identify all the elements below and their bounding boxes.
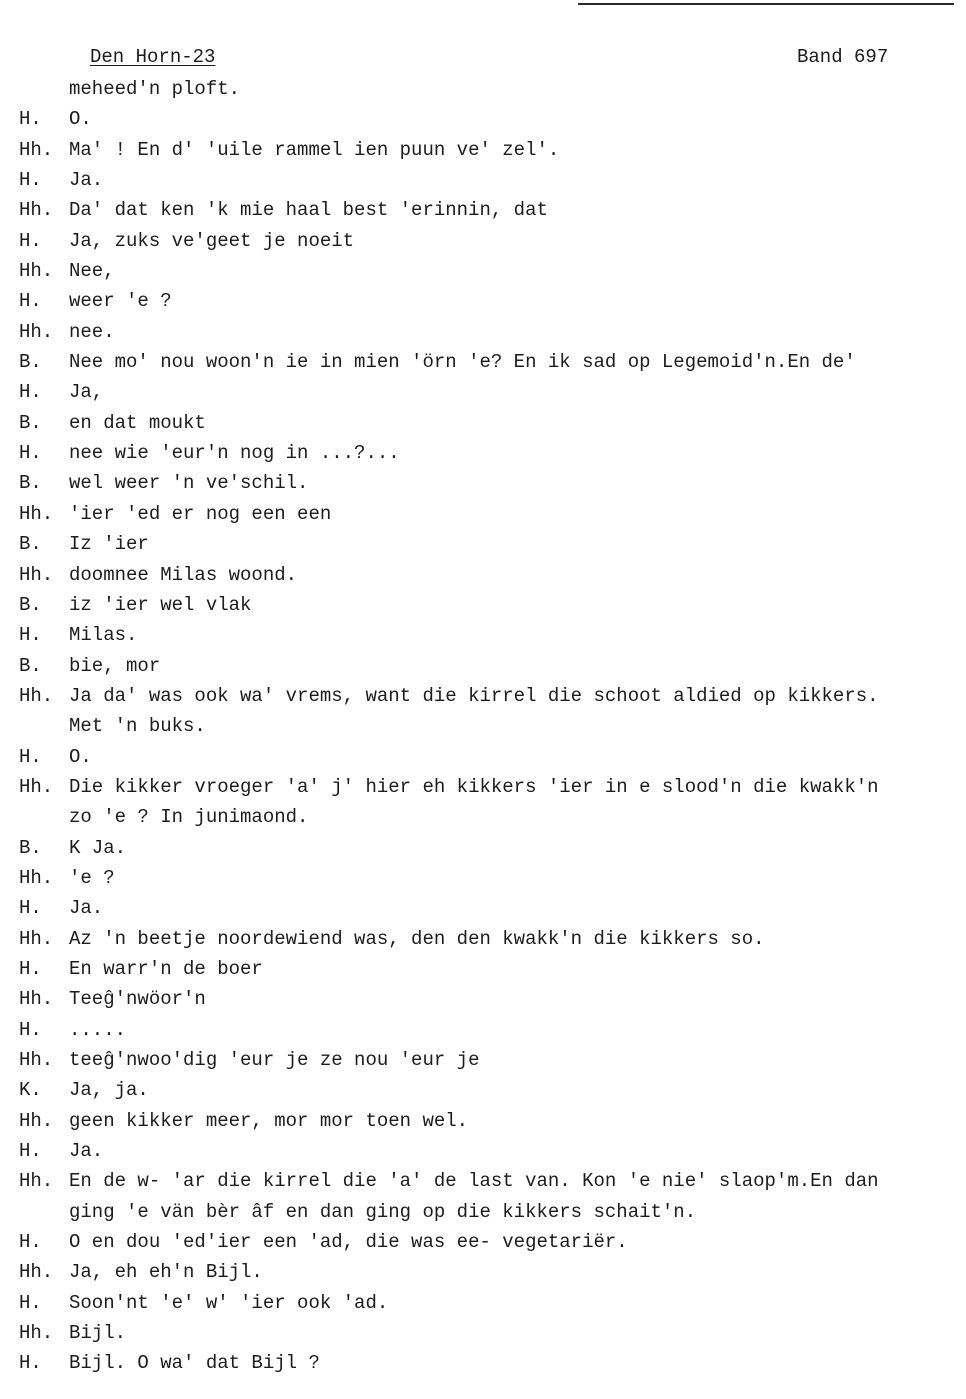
transcript-line	[0, 138, 966, 168]
transcript-line	[0, 1260, 966, 1290]
transcript-line	[0, 1230, 966, 1260]
speaker-label: Hh.	[19, 988, 54, 1011]
transcript-line	[0, 411, 966, 441]
utterance-text: Soon'nt 'e' w' 'ier ook 'ad.	[69, 1291, 389, 1314]
transcript-line	[0, 836, 966, 866]
speaker-label: Hh.	[19, 502, 54, 525]
transcript-line	[0, 1291, 966, 1321]
transcript-line	[0, 1351, 966, 1381]
speaker-label: H.	[19, 745, 42, 768]
transcript-line	[0, 957, 966, 987]
transcript-line	[0, 745, 966, 775]
speaker-label: K.	[19, 1079, 42, 1102]
utterance-text: Met 'n buks.	[69, 715, 206, 738]
speaker-label: Hh.	[19, 927, 54, 950]
transcript-line	[0, 259, 966, 289]
speaker-label: H.	[19, 1018, 42, 1041]
speaker-label: H.	[19, 1231, 42, 1254]
utterance-text: nee wie 'eur'n nog in ...?...	[69, 442, 400, 465]
transcript-line	[0, 805, 966, 835]
utterance-text: wel weer 'n ve'schil.	[69, 472, 309, 495]
transcript-line	[0, 107, 966, 137]
utterance-text: en dat moukt	[69, 411, 206, 434]
utterance-text: O.	[69, 108, 92, 131]
speaker-label: H.	[19, 1352, 42, 1375]
transcript-line	[0, 1018, 966, 1048]
utterance-text: Ja, ja.	[69, 1079, 149, 1102]
transcript-line	[0, 1109, 966, 1139]
speaker-label: Hh.	[19, 684, 54, 707]
transcript-line	[0, 1139, 966, 1169]
speaker-label: Hh.	[19, 1109, 54, 1132]
utterance-text: Milas.	[69, 624, 138, 647]
speaker-label: Hh.	[19, 138, 54, 161]
speaker-label: B.	[19, 411, 42, 434]
utterance-text: Az 'n beetje noordewiend was, den den kwakk'n die kikkers so.	[69, 927, 765, 950]
speaker-label: H.	[19, 1140, 42, 1163]
utterance-text: Ja.	[69, 897, 104, 920]
speaker-label: H.	[19, 169, 42, 192]
speaker-label: Hh.	[19, 775, 54, 798]
utterance-text: Ja, eh eh'n Bijl.	[69, 1261, 263, 1284]
transcript-line	[0, 168, 966, 198]
utterance-text: Nee,	[69, 260, 115, 283]
speaker-label: H.	[19, 381, 42, 404]
speaker-label: H.	[19, 442, 42, 465]
utterance-text: weer 'e ?	[69, 290, 172, 313]
utterance-text: Die kikker vroeger 'a' j' hier eh kikkers 'ier in e slood'n die kwakk'n	[69, 775, 879, 798]
speaker-label: Hh.	[19, 320, 54, 343]
speaker-label: Hh.	[19, 260, 54, 283]
transcript-line	[0, 320, 966, 350]
band-number: Band 697	[797, 46, 889, 68]
utterance-text: En warr'n de boer	[69, 957, 263, 980]
transcript-line	[0, 289, 966, 319]
speaker-label: H.	[19, 108, 42, 131]
transcript-line	[0, 987, 966, 1017]
utterance-text: Ja, zuks ve'geet je noeit	[69, 229, 355, 252]
utterance-text: K Ja.	[69, 836, 127, 859]
transcript-line	[0, 563, 966, 593]
speaker-label: Hh.	[19, 1261, 54, 1284]
speaker-label: H.	[19, 957, 42, 980]
utterance-text: nee.	[69, 320, 115, 343]
transcript	[0, 77, 966, 1382]
utterance-text: geen kikker meer, mor mor toen wel.	[69, 1109, 469, 1132]
utterance-text: .....	[69, 1018, 127, 1041]
speaker-label: B.	[19, 654, 42, 677]
utterance-text: Ja.	[69, 1140, 104, 1163]
utterance-text: ging 'e vän bèr âf en dan ging op die kikkers schait'n.	[69, 1200, 697, 1223]
utterance-text: bie, mor	[69, 654, 161, 677]
transcript-line	[0, 471, 966, 501]
utterance-text: meheed'n ploft.	[69, 78, 241, 100]
transcript-line	[0, 866, 966, 896]
transcript-line	[0, 441, 966, 471]
transcript-line	[0, 593, 966, 623]
speaker-label: B.	[19, 836, 42, 859]
speaker-label: H.	[19, 229, 42, 252]
speaker-label: Hh.	[19, 563, 54, 586]
speaker-label: H.	[19, 1291, 42, 1314]
transcript-line	[0, 684, 966, 714]
utterance-text: iz 'ier wel vlak	[69, 593, 252, 616]
utterance-text: Ja,	[69, 381, 104, 404]
utterance-text: 'e ?	[69, 866, 115, 889]
transcript-line	[0, 623, 966, 653]
speaker-label: H.	[19, 290, 42, 313]
utterance-text: 'ier 'ed er nog een een	[69, 502, 332, 525]
transcript-line	[0, 654, 966, 684]
utterance-text: Bijl. O wa' dat Bijl ?	[69, 1352, 320, 1375]
speaker-label: B.	[19, 533, 42, 556]
speaker-label: B.	[19, 351, 42, 374]
utterance-text: Bijl.	[69, 1322, 127, 1345]
utterance-text: Da' dat ken 'k mie haal best 'erinnin, dat	[69, 199, 548, 222]
speaker-label: Hh.	[19, 1049, 54, 1071]
transcript-line	[0, 714, 966, 744]
speaker-label: B.	[19, 593, 42, 616]
speaker-label: Hh.	[19, 866, 54, 889]
page-header	[0, 46, 966, 70]
utterance-text: zo 'e ? In junimaond.	[69, 806, 309, 829]
transcript-line	[0, 532, 966, 562]
transcript-line	[0, 198, 966, 228]
document-title: Den Horn-23	[90, 46, 216, 68]
utterance-text: O en dou 'ed'ier een 'ad, die was ee- vegetariër.	[69, 1231, 628, 1254]
speaker-label: H.	[19, 897, 42, 920]
speaker-label: Hh.	[19, 1170, 54, 1193]
utterance-text: O.	[69, 745, 92, 768]
top-rule	[578, 3, 954, 5]
transcript-line	[0, 1078, 966, 1108]
speaker-label: B.	[19, 472, 42, 495]
utterance-text: teeĝ'nwoo'dig 'eur je ze nou 'eur je	[69, 1049, 480, 1071]
utterance-text: Ja da' was ook wa' vrems, want die kirrel die schoot aldied op kikkers.	[69, 684, 879, 707]
utterance-text: Nee mo' nou woon'n ie in mien 'örn 'e? En ik sad op Legemoid'n.En de'	[69, 351, 856, 374]
speaker-label: Hh.	[19, 199, 54, 222]
transcript-line	[0, 896, 966, 926]
transcript-line	[0, 350, 966, 380]
speaker-label: Hh.	[19, 1322, 54, 1345]
transcript-line	[0, 1048, 966, 1078]
transcript-line	[0, 380, 966, 410]
utterance-text: Ma' ! En d' 'uile rammel ien puun ve' zel'.	[69, 138, 560, 161]
utterance-text: Teeĝ'nwöor'n	[69, 988, 206, 1011]
utterance-text: Iz 'ier	[69, 533, 149, 556]
transcript-line	[0, 927, 966, 957]
transcript-line	[0, 1321, 966, 1351]
utterance-text: En de w- 'ar die kirrel die 'a' de last van. Kon 'e nie' slaop'm.En dan	[69, 1170, 879, 1193]
utterance-text: Ja.	[69, 169, 104, 192]
transcript-line	[0, 77, 966, 107]
transcript-line	[0, 1169, 966, 1199]
utterance-text: doomnee Milas woond.	[69, 563, 298, 586]
transcript-line	[0, 775, 966, 805]
transcript-line	[0, 229, 966, 259]
speaker-label: H.	[19, 624, 42, 647]
transcript-line	[0, 502, 966, 532]
transcript-line	[0, 1200, 966, 1230]
